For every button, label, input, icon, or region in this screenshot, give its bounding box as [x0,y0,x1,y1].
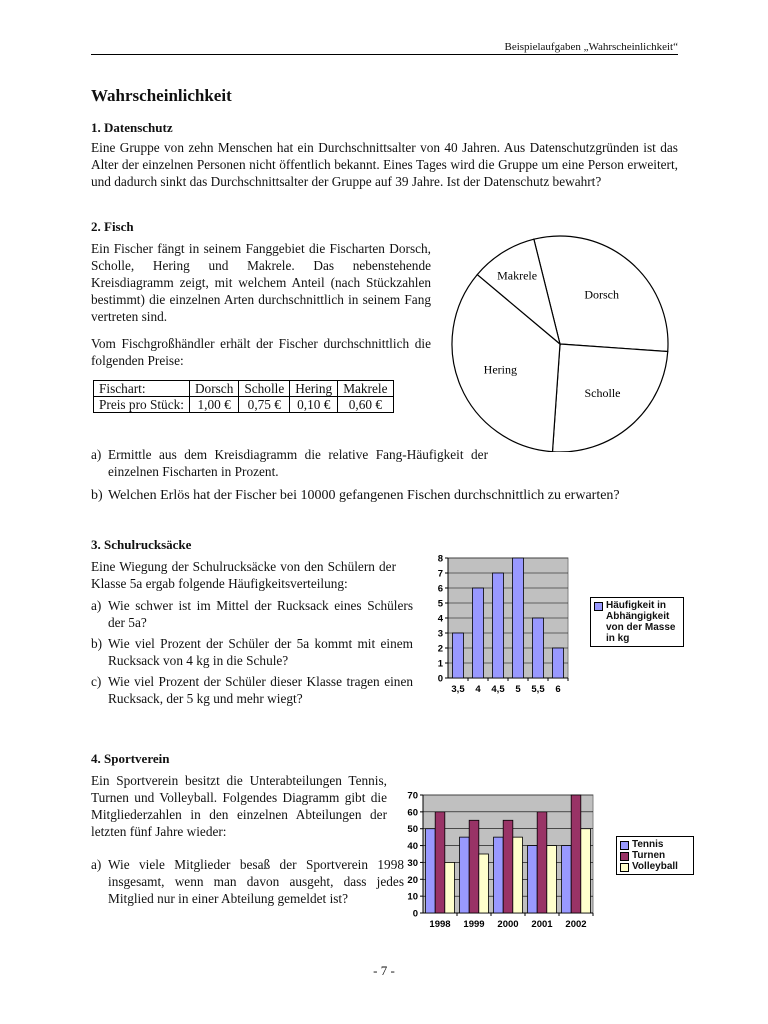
rucksack-task-b [91,635,413,669]
fish-pie-chart [448,232,674,452]
bar [460,837,470,913]
bar [435,812,445,913]
price-table-header: Preis pro Stück: [94,397,190,413]
x-tick-label: 2001 [531,919,553,930]
bar [503,820,513,913]
x-tick-label: 4,5 [491,684,505,695]
section-heading-datenschutz: 1. Datenschutz [91,120,173,135]
task-text: Wie schwer ist im Mittel der Rucksack eines Schülers der 5a? [108,598,413,630]
legend-swatch [620,863,629,872]
bar [562,846,572,913]
pie-slice-label: Hering [483,362,518,377]
bar [553,648,564,678]
bar [494,837,504,913]
y-tick-label: 7 [437,568,443,580]
sportverein-intro: Ein Sportverein besitzt die Unterabteilungen Tennis, Turnen und Volleyball. Folgendes Diagramm gibt die Mitgliederzahlen in den einzelnen Abteilungen der letzten fünf Jahre wieder: [91,773,387,839]
fisch-prices-intro: Vom Fischgroßhändler erhält der Fischer durchschnittlich die folgenden Preise: [91,336,431,368]
y-tick-label: 1 [437,658,443,670]
y-tick-label: 3 [437,628,443,640]
rucksack-intro: Eine Wiegung der Schulrucksäcke von den Schülern der Klasse 5a ergab folgende Häufigkeitsverteilung: [91,559,396,591]
y-tick-label: 2 [437,643,443,655]
bar [493,573,504,678]
task-label: b) [91,488,103,503]
legend-swatch [620,841,629,850]
price-cell: 0,10 € [290,397,338,413]
y-tick-label: 5 [437,598,443,610]
y-tick-label: 10 [407,891,418,903]
pie-slice-label: Dorsch [584,287,619,302]
legend-entry [620,839,690,850]
task-text: Wie viel Prozent der Schüler dieser Klasse tragen einen Rucksack, der 5 kg und mehr wiegt? [108,674,413,706]
legend-entry [620,850,690,861]
y-tick-label: 70 [407,790,418,802]
y-tick-label: 8 [437,553,443,565]
x-tick-label: 2002 [565,919,587,930]
x-tick-label: 1999 [463,919,485,930]
y-tick-label: 6 [437,583,443,595]
pie-slice-label: Makrele [497,268,538,283]
fisch-intro: Ein Fischer fängt in seinem Fanggebiet die Fischarten Dorsch, Scholle, Hering und Makrele. Das nebenstehende Kreisdiagramm zeigt, mit welchem Anteil (nach Stückzahlen bestimmt) die einzelnen Arten durchschnittlich in seinem Fang vertreten sind. [91,241,431,324]
task-label: a) [91,598,102,613]
section-heading-sportverein: 4. Sportverein [91,751,170,766]
task-text: Wie viele Mitglieder besaß der Sportverein 1998 insgesamt, wenn man davon ausgeht, dass jedes Mitglied nur in einer Abteilung gemeldet ist? [108,857,404,906]
sportverein-task-a [91,856,404,907]
x-tick-label: 3,5 [451,684,465,695]
x-tick-label: 5 [515,684,521,695]
price-table-header: Fischart: [94,381,190,397]
bar [581,829,591,913]
legend-label: Häufigkeit in Abhängigkeit von der Masse in kg [606,600,676,644]
species-cell: Dorsch [189,381,238,397]
bar [513,558,524,678]
legend-label: Turnen [632,850,666,861]
species-cell: Scholle [239,381,290,397]
price-cell: 0,60 € [338,397,393,413]
y-tick-label: 20 [407,874,418,886]
y-tick-label: 40 [407,841,418,853]
y-tick-label: 4 [437,613,443,625]
task-text: Ermittle aus dem Kreisdiagramm die relative Fang-Häufigkeit der einzelnen Fischarten in Prozent. [108,447,488,479]
y-tick-label: 50 [407,824,418,836]
bar [571,795,581,913]
bar [453,633,464,678]
legend-entry [620,861,690,872]
task-label: a) [91,447,102,462]
price-cell: 1,00 € [189,397,238,413]
species-cell: Makrele [338,381,393,397]
bar [537,812,547,913]
header-rule [91,54,678,55]
sportverein-bar-chart [390,785,605,935]
y-tick-label: 0 [412,908,418,920]
page-number: - 7 - [373,963,395,978]
task-text: Welchen Erlös hat der Fischer bei 10000 gefangenen Fischen durchschnittlich zu erwarten? [108,488,620,503]
task-label: c) [91,674,102,689]
section-heading-fisch: 2. Fisch [91,219,134,234]
legend-swatch [594,602,603,611]
y-tick-label: 30 [407,857,418,869]
pie-slice-label: Scholle [584,385,621,400]
legend-swatch [620,852,629,861]
bar [533,618,544,678]
bar [473,588,484,678]
page-title: Wahrscheinlichkeit [91,86,232,105]
bar [469,820,479,913]
x-tick-label: 4 [475,684,481,695]
bar [547,846,557,913]
price-table [93,380,394,413]
species-cell: Hering [290,381,338,397]
price-table-row-species [94,381,394,397]
rucksack-task-a [91,597,413,631]
price-cell: 0,75 € [239,397,290,413]
task-label: a) [91,857,102,872]
rucksack-bar-chart [418,550,578,700]
fisch-task-b [91,487,695,504]
legend-entry [594,600,680,644]
x-tick-label: 1998 [429,919,451,930]
rucksack-legend [590,597,684,647]
bar [426,829,436,913]
task-text: Wie viel Prozent der Schüler der 5a kommt mit einem Rucksack von 4 kg in die Schule? [108,636,413,668]
bar [528,846,538,913]
rucksack-task-c [91,673,413,707]
fisch-task-a [91,446,488,480]
x-tick-label: 2000 [497,919,519,930]
running-header: Beispielaufgaben „Wahrscheinlichkeit“ [504,41,678,53]
x-tick-label: 6 [555,684,561,695]
task-label: b) [91,636,103,651]
bar [445,862,455,913]
datenschutz-text: Eine Gruppe von zehn Menschen hat ein Durchschnittsalter von 40 Jahren. Aus Datenschutzgründen ist das Alter der einzelnen Personen nicht öffentlich bekannt. Eines Tages wird die Gruppe um eine Person erweitert, und dadurch sinkt das Durchschnittsalter der Gruppe auf 39 Jahre. Ist der Datenschutz bewahrt? [91,140,678,189]
bar [513,837,523,913]
y-tick-label: 60 [407,807,418,819]
section-heading-schulrucksaecke: 3. Schulrucksäcke [91,537,192,552]
price-table-row-prices [94,397,394,413]
x-tick-label: 5,5 [531,684,545,695]
legend-label: Volleyball [632,861,678,872]
bar [479,854,489,913]
y-tick-label: 0 [437,673,443,685]
legend-label: Tennis [632,839,664,850]
sport-legend [616,836,694,875]
